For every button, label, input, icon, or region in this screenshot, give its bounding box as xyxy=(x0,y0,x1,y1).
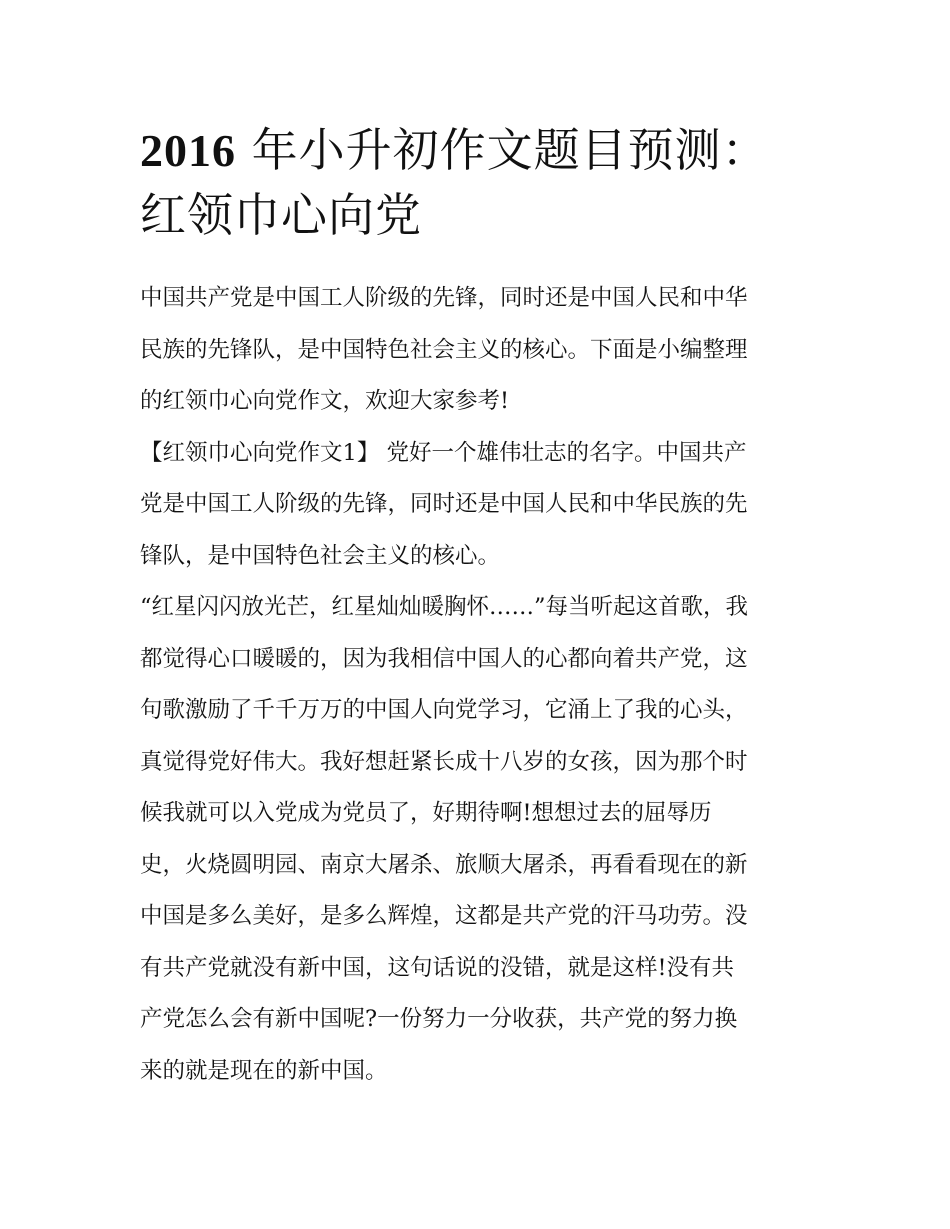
body-line-10: 真觉得党好伟大。我好想赶紧长成十八岁的女孩，因为那个时 xyxy=(140,748,748,775)
title-line-1 xyxy=(140,118,820,183)
body-line-16: 来的就是现在的新中国。 xyxy=(140,1057,388,1084)
body-line-9: 句歌激励了千千万万的中国人向党学习，它涌上了我的心头， xyxy=(140,697,748,723)
body-line-12: 史，火烧圆明园、南京大屠杀、旅顺大屠杀，再看看现在的新 xyxy=(140,851,748,878)
document-body xyxy=(140,273,830,1097)
title-line-1-text: 年小升初作文题目预测： xyxy=(251,123,769,177)
body-line-14: 有共产党就没有新中国，这句话说的没错，就是这样!没有共 xyxy=(140,954,735,981)
body-line-intro-2: 民族的先锋队，是中国特色社会主义的核心。下面是小编整理 xyxy=(140,336,748,363)
title-line-2: 红领巾心向党 xyxy=(140,188,422,242)
title-year: 2016 xyxy=(140,125,236,176)
body-line-intro-1: 中国共产党是中国工人阶级的先锋，同时还是中国人民和中华 xyxy=(140,285,748,311)
body-line-7: “红星闪闪放光芒，红星灿灿暖胸怀……”每当听起这首歌，我 xyxy=(140,594,749,620)
document-title xyxy=(140,118,820,247)
body-line-13: 中国是多么美好，是多么辉煌，这都是共产党的汗马功劳。没 xyxy=(140,903,748,929)
body-line-15: 产党怎么会有新中国呢?一份努力一分收获，共产党的努力换 xyxy=(140,1006,738,1032)
body-line-6: 锋队，是中国特色社会主义的核心。 xyxy=(140,542,501,569)
body-line-8: 都觉得心口暖暖的，因为我相信中国人的心都向着共产党，这 xyxy=(140,645,748,672)
body-line-essay-heading: 【红领巾心向党作文1】 党好一个雄伟壮志的名字。中国共产 xyxy=(140,439,747,466)
body-line-5: 党是中国工人阶级的先锋，同时还是中国人民和中华民族的先 xyxy=(140,491,748,517)
body-line-intro-3: 的红领巾心向党作文，欢迎大家参考! xyxy=(140,388,510,414)
body-line-11: 候我就可以入党成为党员了，好期待啊!想想过去的屈辱历 xyxy=(140,800,712,826)
